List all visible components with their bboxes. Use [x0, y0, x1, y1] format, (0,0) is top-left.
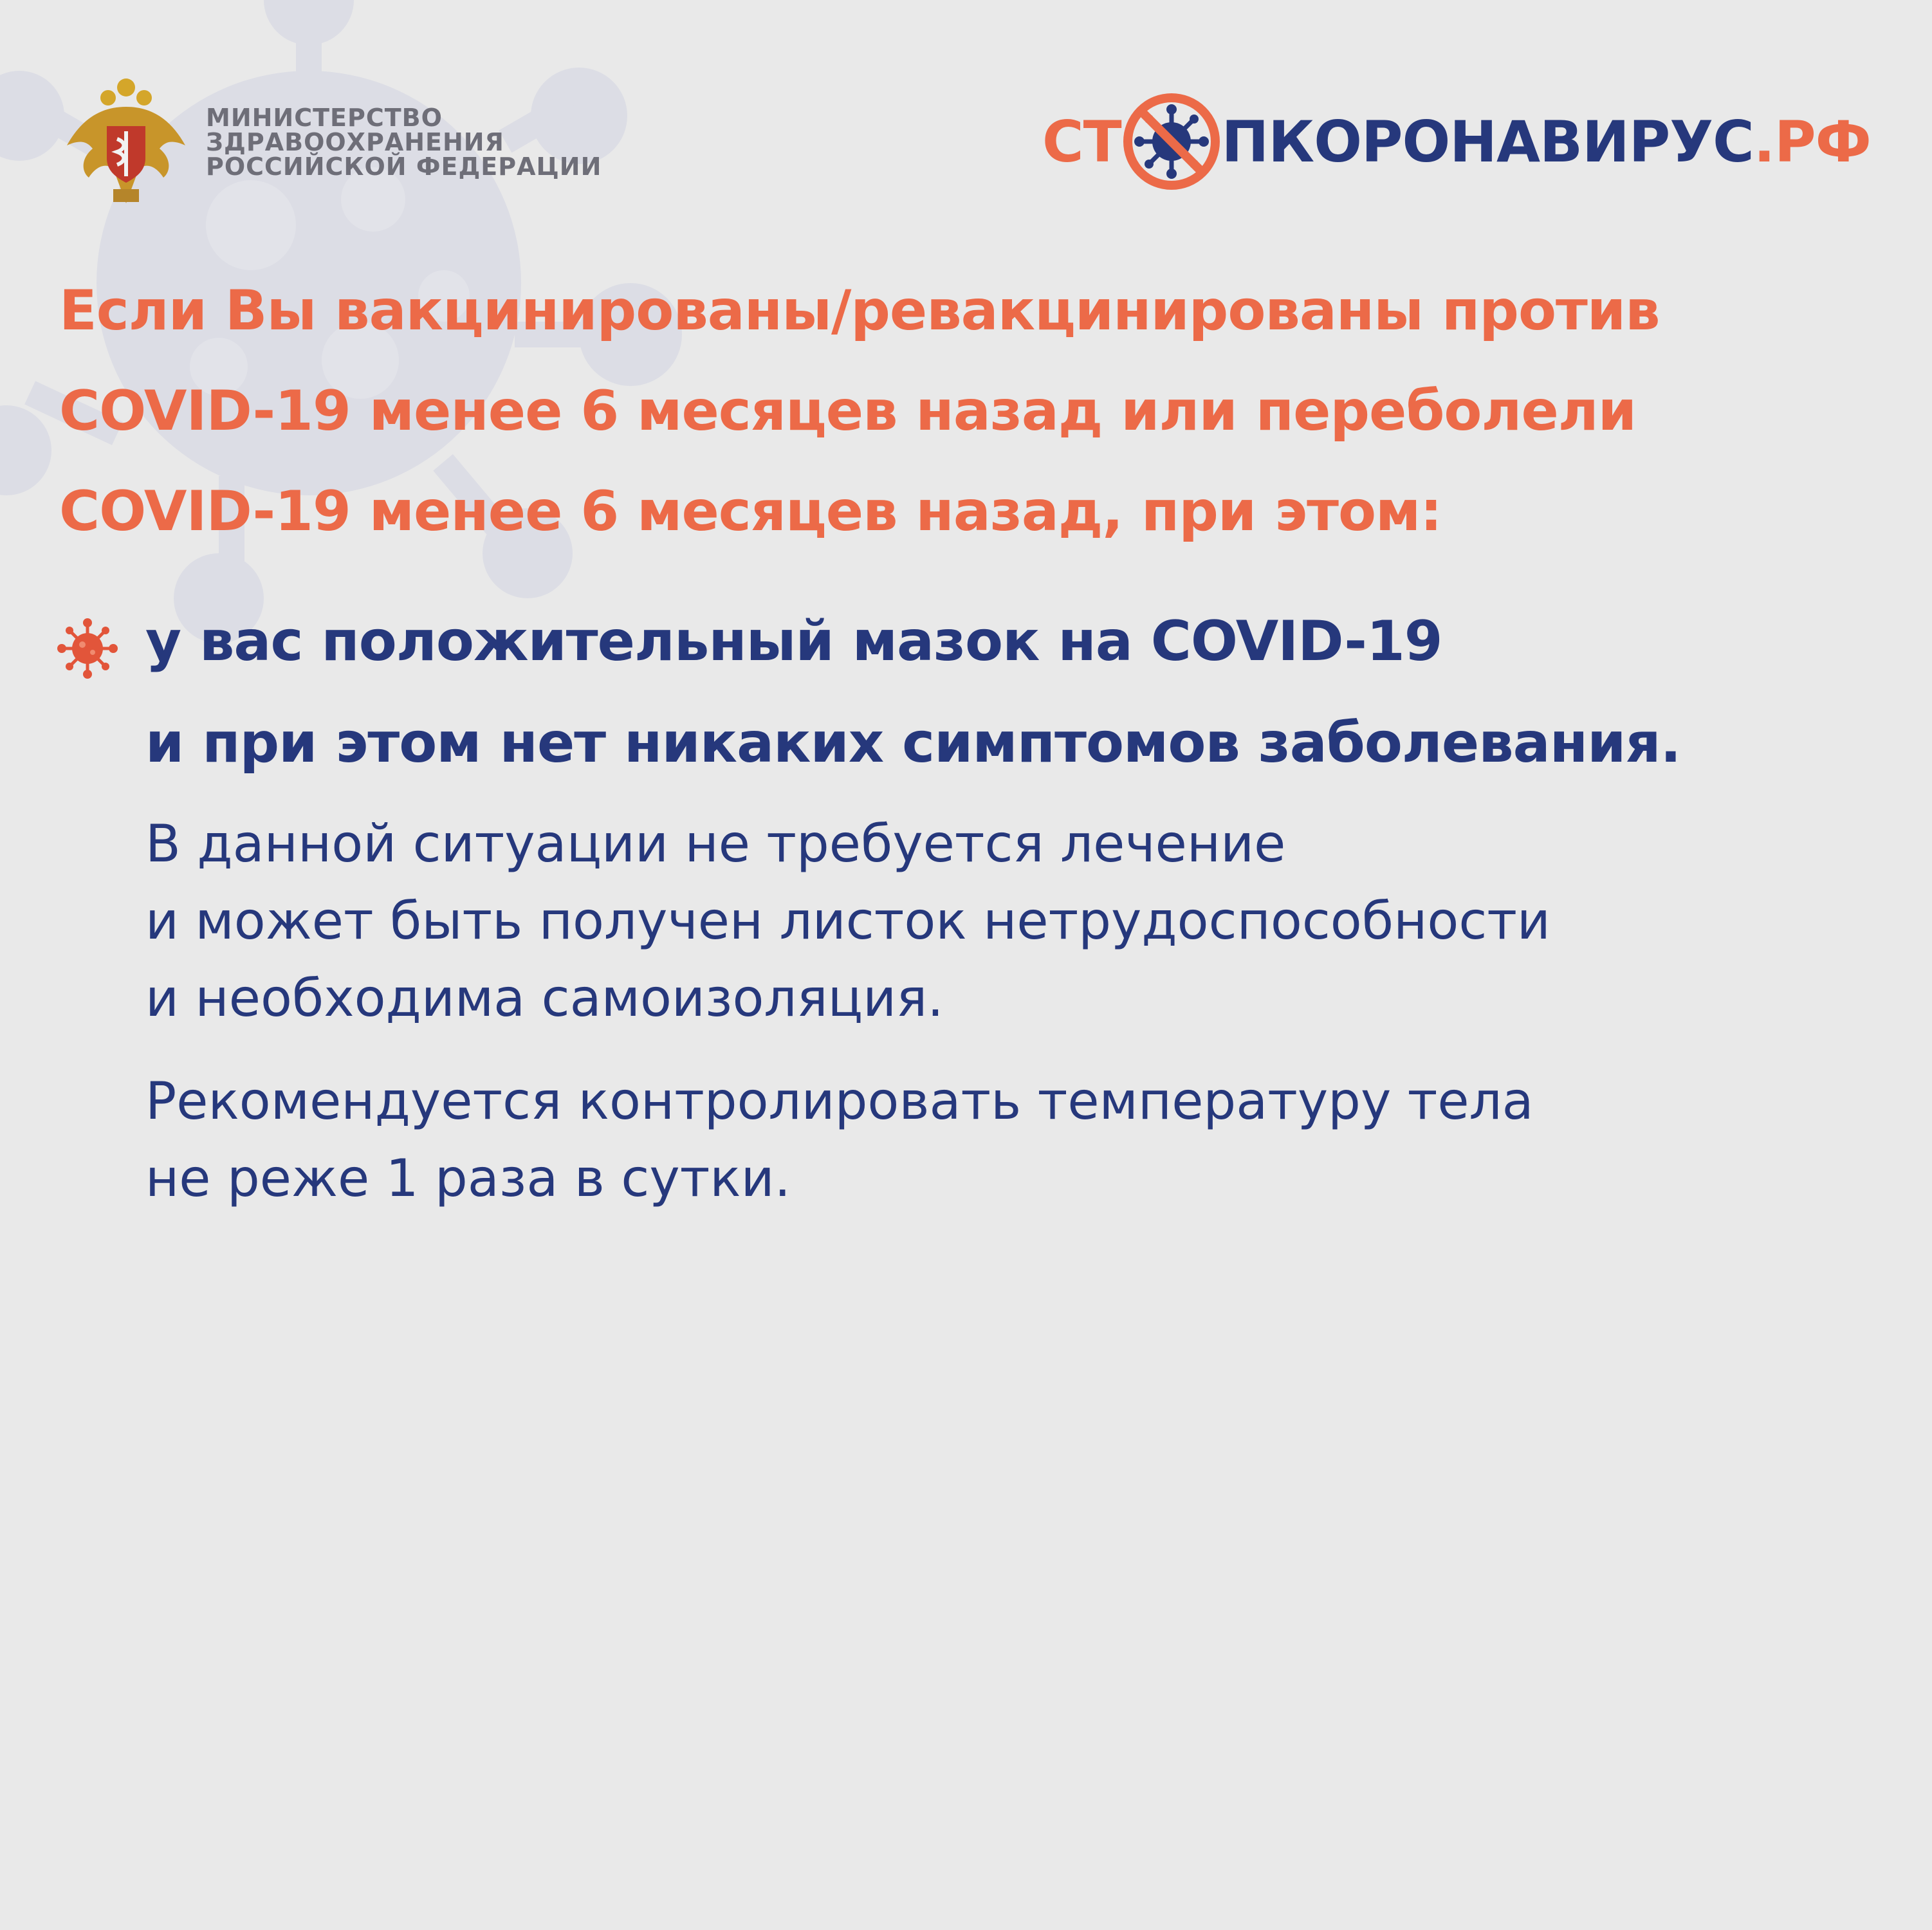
- headline-line-3: COVID-19 менее 6 месяцев назад, при этом:: [59, 479, 1442, 544]
- bullet-text: [145, 591, 1882, 794]
- headline-line-2: COVID-19 менее 6 месяцев назад или переболели: [59, 379, 1637, 443]
- ministry-logo: [62, 75, 602, 210]
- stopcoronavirus-logo: [1042, 90, 1871, 193]
- paragraph-treatment: [145, 805, 1882, 1037]
- paragraph1-line-3: и необходима самоизоляция.: [145, 968, 944, 1028]
- headline: [59, 261, 1861, 562]
- paragraph2-line-1: Рекомендуется контролировать температуру тела: [145, 1071, 1534, 1131]
- ministry-line-1: МИНИСТЕРСТВО: [206, 104, 443, 132]
- ministry-line-3: РОССИЙСКОЙ ФЕДЕРАЦИИ: [206, 152, 602, 181]
- ministry-name: [206, 106, 602, 179]
- bullet-line-2: и при этом нет никаких симптомов заболевания.: [145, 711, 1681, 775]
- bullet-line-1: у вас положительный мазок на COVID-19: [145, 609, 1442, 674]
- coat-of-arms-icon: [62, 75, 190, 210]
- paragraph2-line-2: не реже 1 раза в сутки.: [145, 1148, 791, 1208]
- brand-part-2: ПКОРОНАВИРУС: [1221, 108, 1754, 175]
- brand-suffix: .РФ: [1753, 108, 1871, 175]
- paragraph1-line-2: и может быть получен листок нетрудоспособности: [145, 891, 1550, 951]
- brand-part-1: СТ: [1042, 108, 1121, 175]
- ministry-line-2: ЗДРАВООХРАНЕНИЯ: [206, 128, 504, 156]
- paragraph-temperature: [145, 1063, 1882, 1217]
- paragraph1-line-1: В данной ситуации не требуется лечение: [145, 814, 1286, 874]
- virus-bullet-icon: [55, 616, 120, 681]
- headline-line-1: Если Вы вакцинированы/ревакцинированы против: [59, 279, 1660, 343]
- stop-virus-icon: [1120, 90, 1223, 193]
